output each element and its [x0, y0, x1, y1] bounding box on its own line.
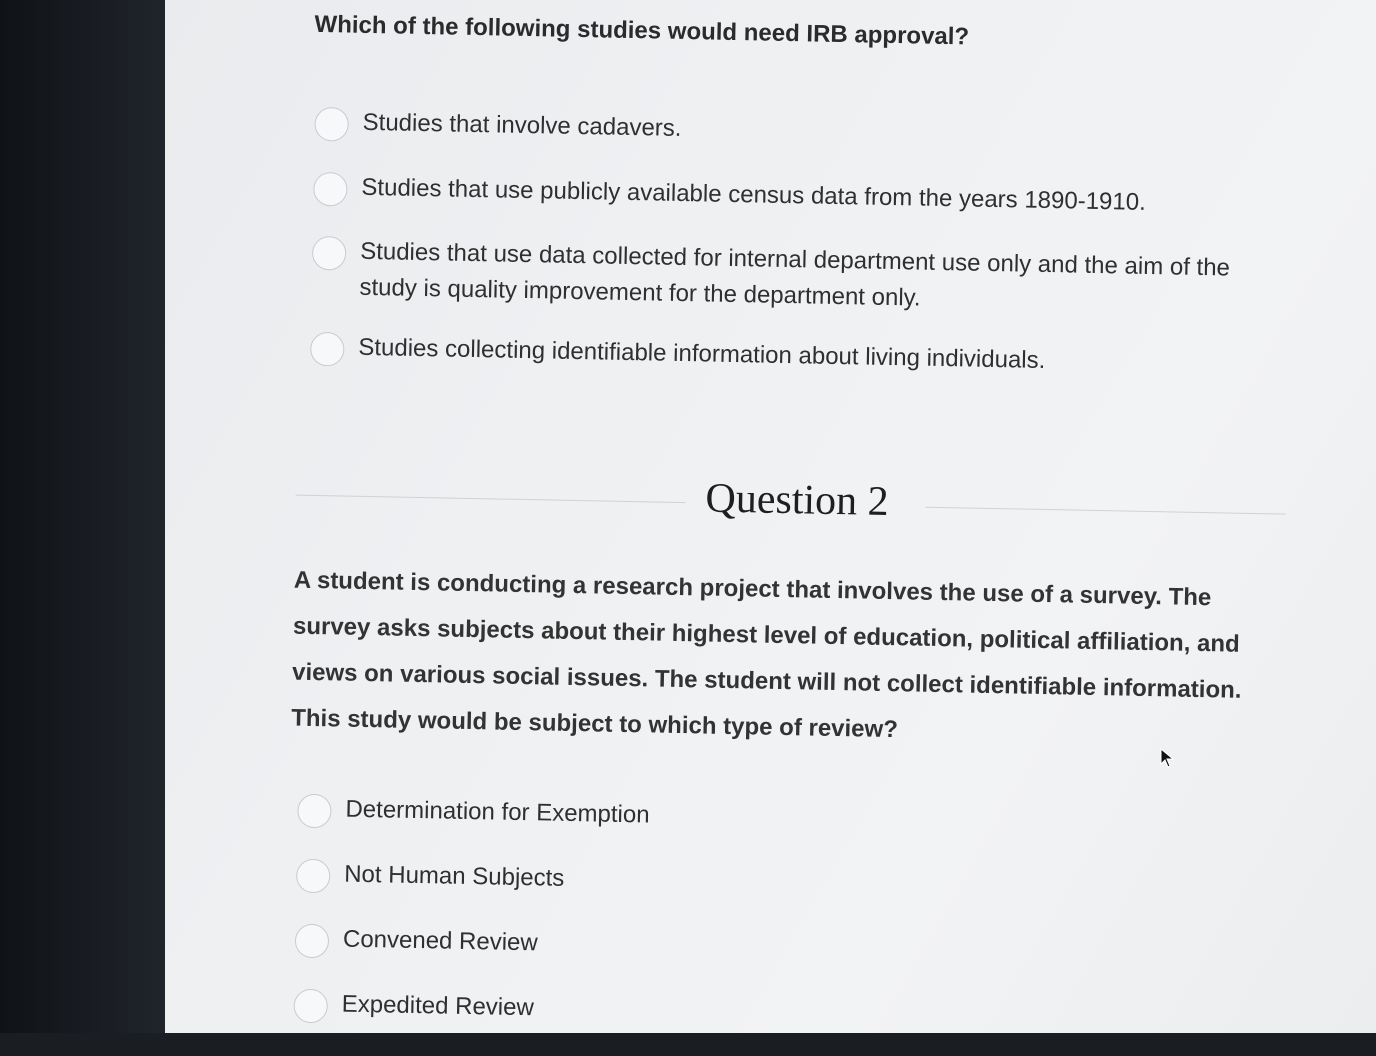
divider — [925, 507, 1285, 515]
question-2-option-2[interactable] — [296, 860, 1096, 908]
question-2-option-4-label[interactable]: Expedited Review — [341, 990, 535, 1022]
question-1-option-1[interactable] — [314, 108, 1314, 160]
radio-unchecked-icon[interactable] — [297, 794, 332, 829]
question-1-option-4[interactable] — [310, 333, 1310, 385]
radio-unchecked-icon[interactable] — [310, 332, 345, 367]
divider — [296, 495, 686, 503]
question-2-heading: Question 2 — [705, 475, 890, 525]
radio-unchecked-icon[interactable] — [312, 236, 347, 271]
question-2-option-1[interactable] — [297, 795, 1097, 843]
question-1-option-3[interactable] — [311, 237, 1252, 323]
radio-unchecked-icon[interactable] — [293, 989, 328, 1024]
question-1-prompt: Which of the following studies would need IRB approval? — [314, 10, 970, 51]
radio-unchecked-icon[interactable] — [296, 859, 331, 894]
mouse-pointer-icon — [1160, 748, 1174, 768]
question-2-option-2-label[interactable]: Not Human Subjects — [343, 860, 565, 892]
question-1-option-3-label[interactable]: Studies that use data collected for internal department use only and the aim of the study is quality improvement for the department only. — [359, 237, 1231, 312]
radio-unchecked-icon[interactable] — [314, 107, 349, 142]
question-2-header — [285, 472, 1286, 541]
question-1-option-4-label[interactable]: Studies collecting identifiable information about living individuals. — [358, 333, 1046, 374]
quiz-page — [165, 0, 1376, 1033]
quiz-content — [145, 0, 1376, 1056]
question-2-prompt: A student is conducting a research project that involves the use of a survey. The survey asks subjects about their highest level of education, political affiliation, and views on various social issues. The student will not collect identifiable information. This study would be subject to which type of review? — [290, 566, 1242, 744]
question-1-option-2-label[interactable]: Studies that use publicly available census data from the years 1890-1910. — [361, 173, 1147, 216]
radio-unchecked-icon[interactable] — [313, 172, 348, 207]
question-2-option-3-label[interactable]: Convened Review — [342, 925, 539, 957]
question-2-option-4[interactable] — [293, 990, 1093, 1038]
question-1-option-1-label[interactable]: Studies that involve cadavers. — [362, 108, 682, 142]
radio-unchecked-icon[interactable] — [295, 924, 330, 959]
question-2-option-3[interactable] — [295, 925, 1095, 973]
question-1-option-2[interactable] — [313, 173, 1313, 225]
question-2-option-1-label[interactable]: Determination for Exemption — [345, 795, 650, 829]
